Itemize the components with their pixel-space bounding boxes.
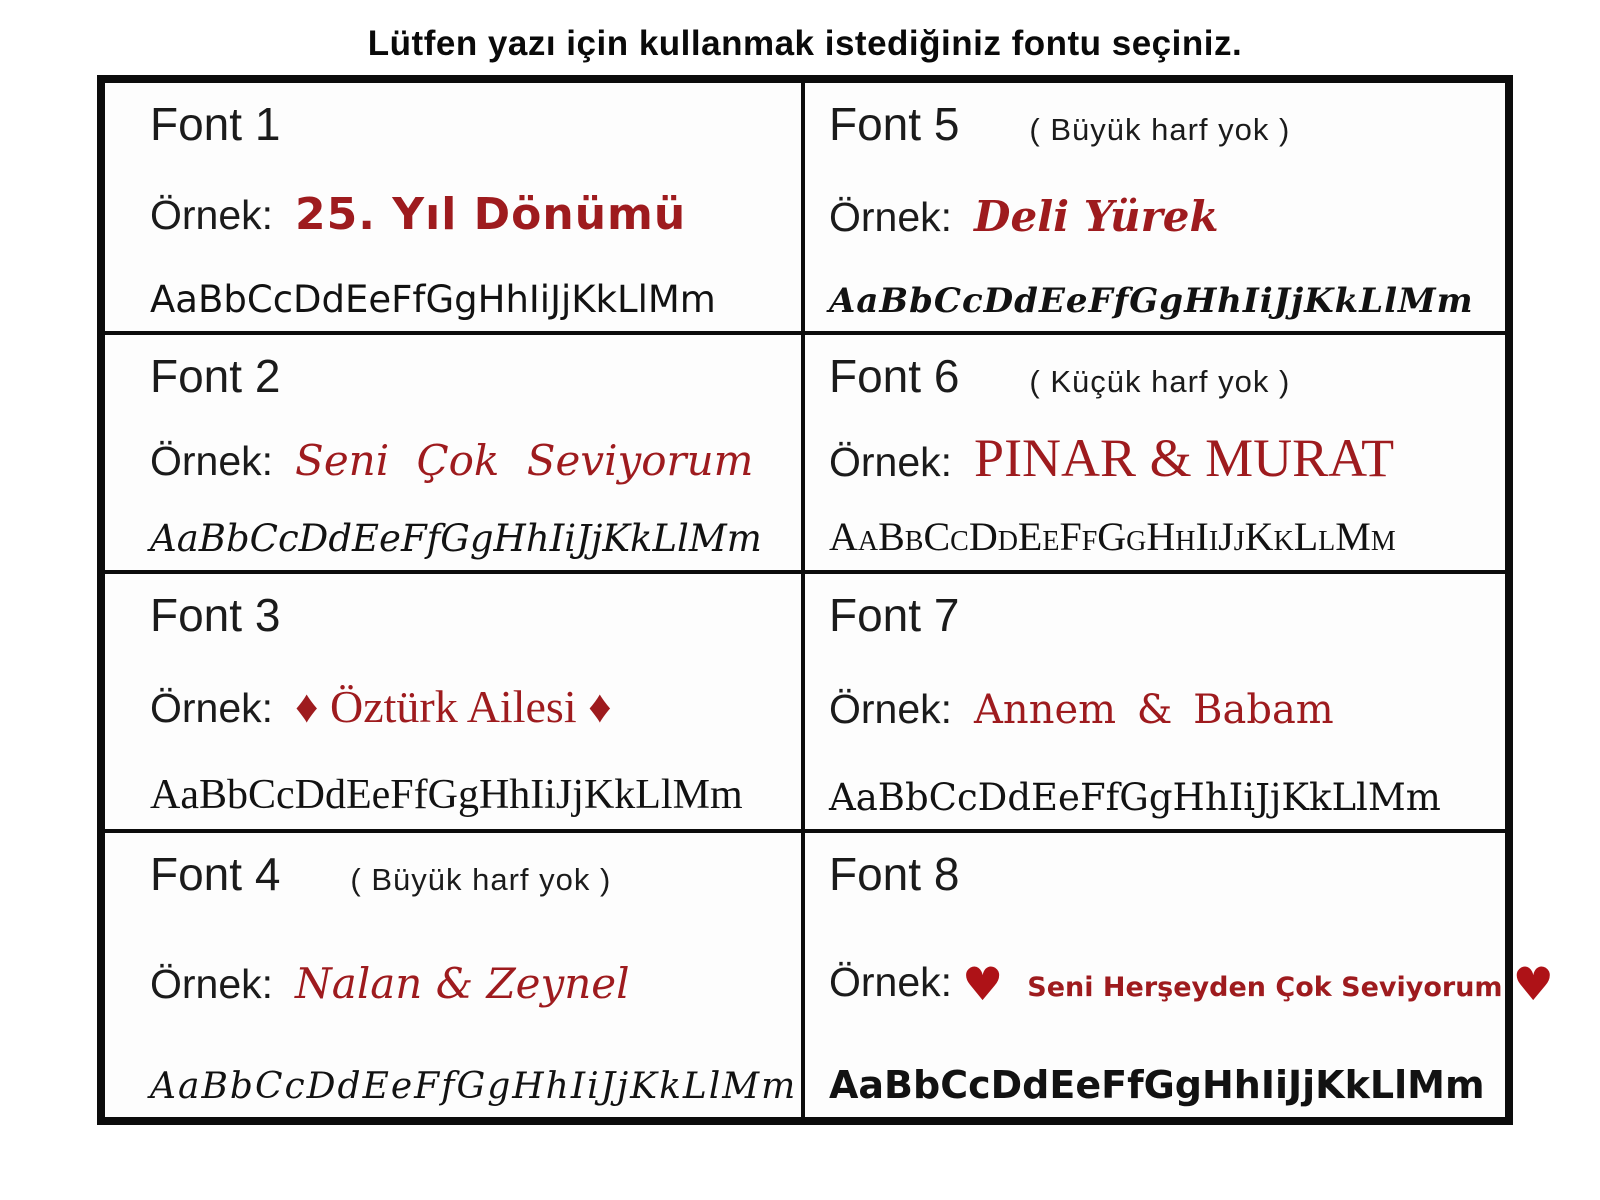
font-card-7 <box>805 574 1505 833</box>
font-5-note: ( Büyük harf yok ) <box>1029 112 1291 147</box>
font-3-alphabet: AaBbCcDdEeFfGgHhIiJjKkLlMm <box>150 772 743 818</box>
font-7-alphabet: AaBbCcDdEeFfGgHhIiJjKkLlMm <box>829 776 1441 819</box>
ornek-label: Örnek: <box>829 193 953 240</box>
font-4-note: ( Büyük harf yok ) <box>350 862 612 897</box>
ornek-label: Örnek: <box>829 685 953 732</box>
font-3-name: Font 3 <box>150 589 281 641</box>
font-5-name: Font 5 <box>829 98 960 150</box>
font-6-name: Font 6 <box>829 350 960 402</box>
font-4-sample: Nalan & Zeynel <box>295 959 630 1008</box>
font-1-name: Font 1 <box>150 98 281 150</box>
font-7-sample: Annem & Babam <box>974 686 1334 733</box>
font-8-alphabet: AaBbCcDdEeFfGgHhIiJjKkLlMm <box>829 1063 1485 1107</box>
font-2-name: Font 2 <box>150 350 281 402</box>
font-6-note: ( Küçük harf yok ) <box>1029 364 1291 399</box>
font-4-name: Font 4 <box>150 848 281 900</box>
font-4-alphabet: AaBbCcDdEeFfGgHhIiJjKkLlMm <box>150 1066 798 1107</box>
ornek-label: Örnek: <box>829 439 953 485</box>
font-7-name: Font 7 <box>829 589 960 641</box>
ornek-label: Örnek: <box>150 685 274 731</box>
font-5-alphabet: AaBbCcDdEeFfGgHhIiJjKkLlMm <box>829 281 1474 321</box>
ornek-label: Örnek: <box>150 192 274 238</box>
font-2-alphabet: AaBbCcDdEeFfGgHhIiJjKkLlMm <box>150 517 762 560</box>
page-title: Lütfen yazı için kullanmak istediğiniz fontu seçiniz. <box>367 24 1243 63</box>
font-6-sample: PINAR & MURAT <box>974 428 1395 488</box>
font-card-2 <box>105 335 805 574</box>
font-table <box>97 75 1554 1125</box>
font-3-sample: ♦ Öztürk Ailesi ♦ <box>295 681 612 732</box>
font-2-sample: Seni Çok Seviyorum <box>295 435 754 485</box>
font-1-sample: 25. Yıl Dönümü <box>295 189 687 240</box>
font-card-1 <box>105 83 805 335</box>
font-card-6 <box>805 335 1505 574</box>
font-card-4 <box>105 833 805 1117</box>
ornek-label: Örnek: <box>829 958 953 1005</box>
font-1-alphabet: AaBbCcDdEeFfGgHhIiJjKkLlMm <box>150 278 716 321</box>
font-6-alphabet: AaBbCcDdEeFfGgHhIiJjKkLlMm <box>829 514 1396 559</box>
font-card-5 <box>805 83 1505 335</box>
ornek-label: Örnek: <box>150 437 274 484</box>
ornek-label: Örnek: <box>150 961 274 1007</box>
font-card-3 <box>105 574 805 833</box>
font-8-name: Font 8 <box>829 848 960 900</box>
font-card-8: Font 8 Örnek: ♥ Seni Herşeyden Çok Seviyorum ♥ AaBbCcDdEeFfGgHhIiJjKkLlMm <box>805 833 1505 1117</box>
font-5-sample: Deli Yürek <box>974 191 1219 241</box>
font-8-sample: Seni Herşeyden Çok Seviyorum <box>1027 971 1503 1003</box>
